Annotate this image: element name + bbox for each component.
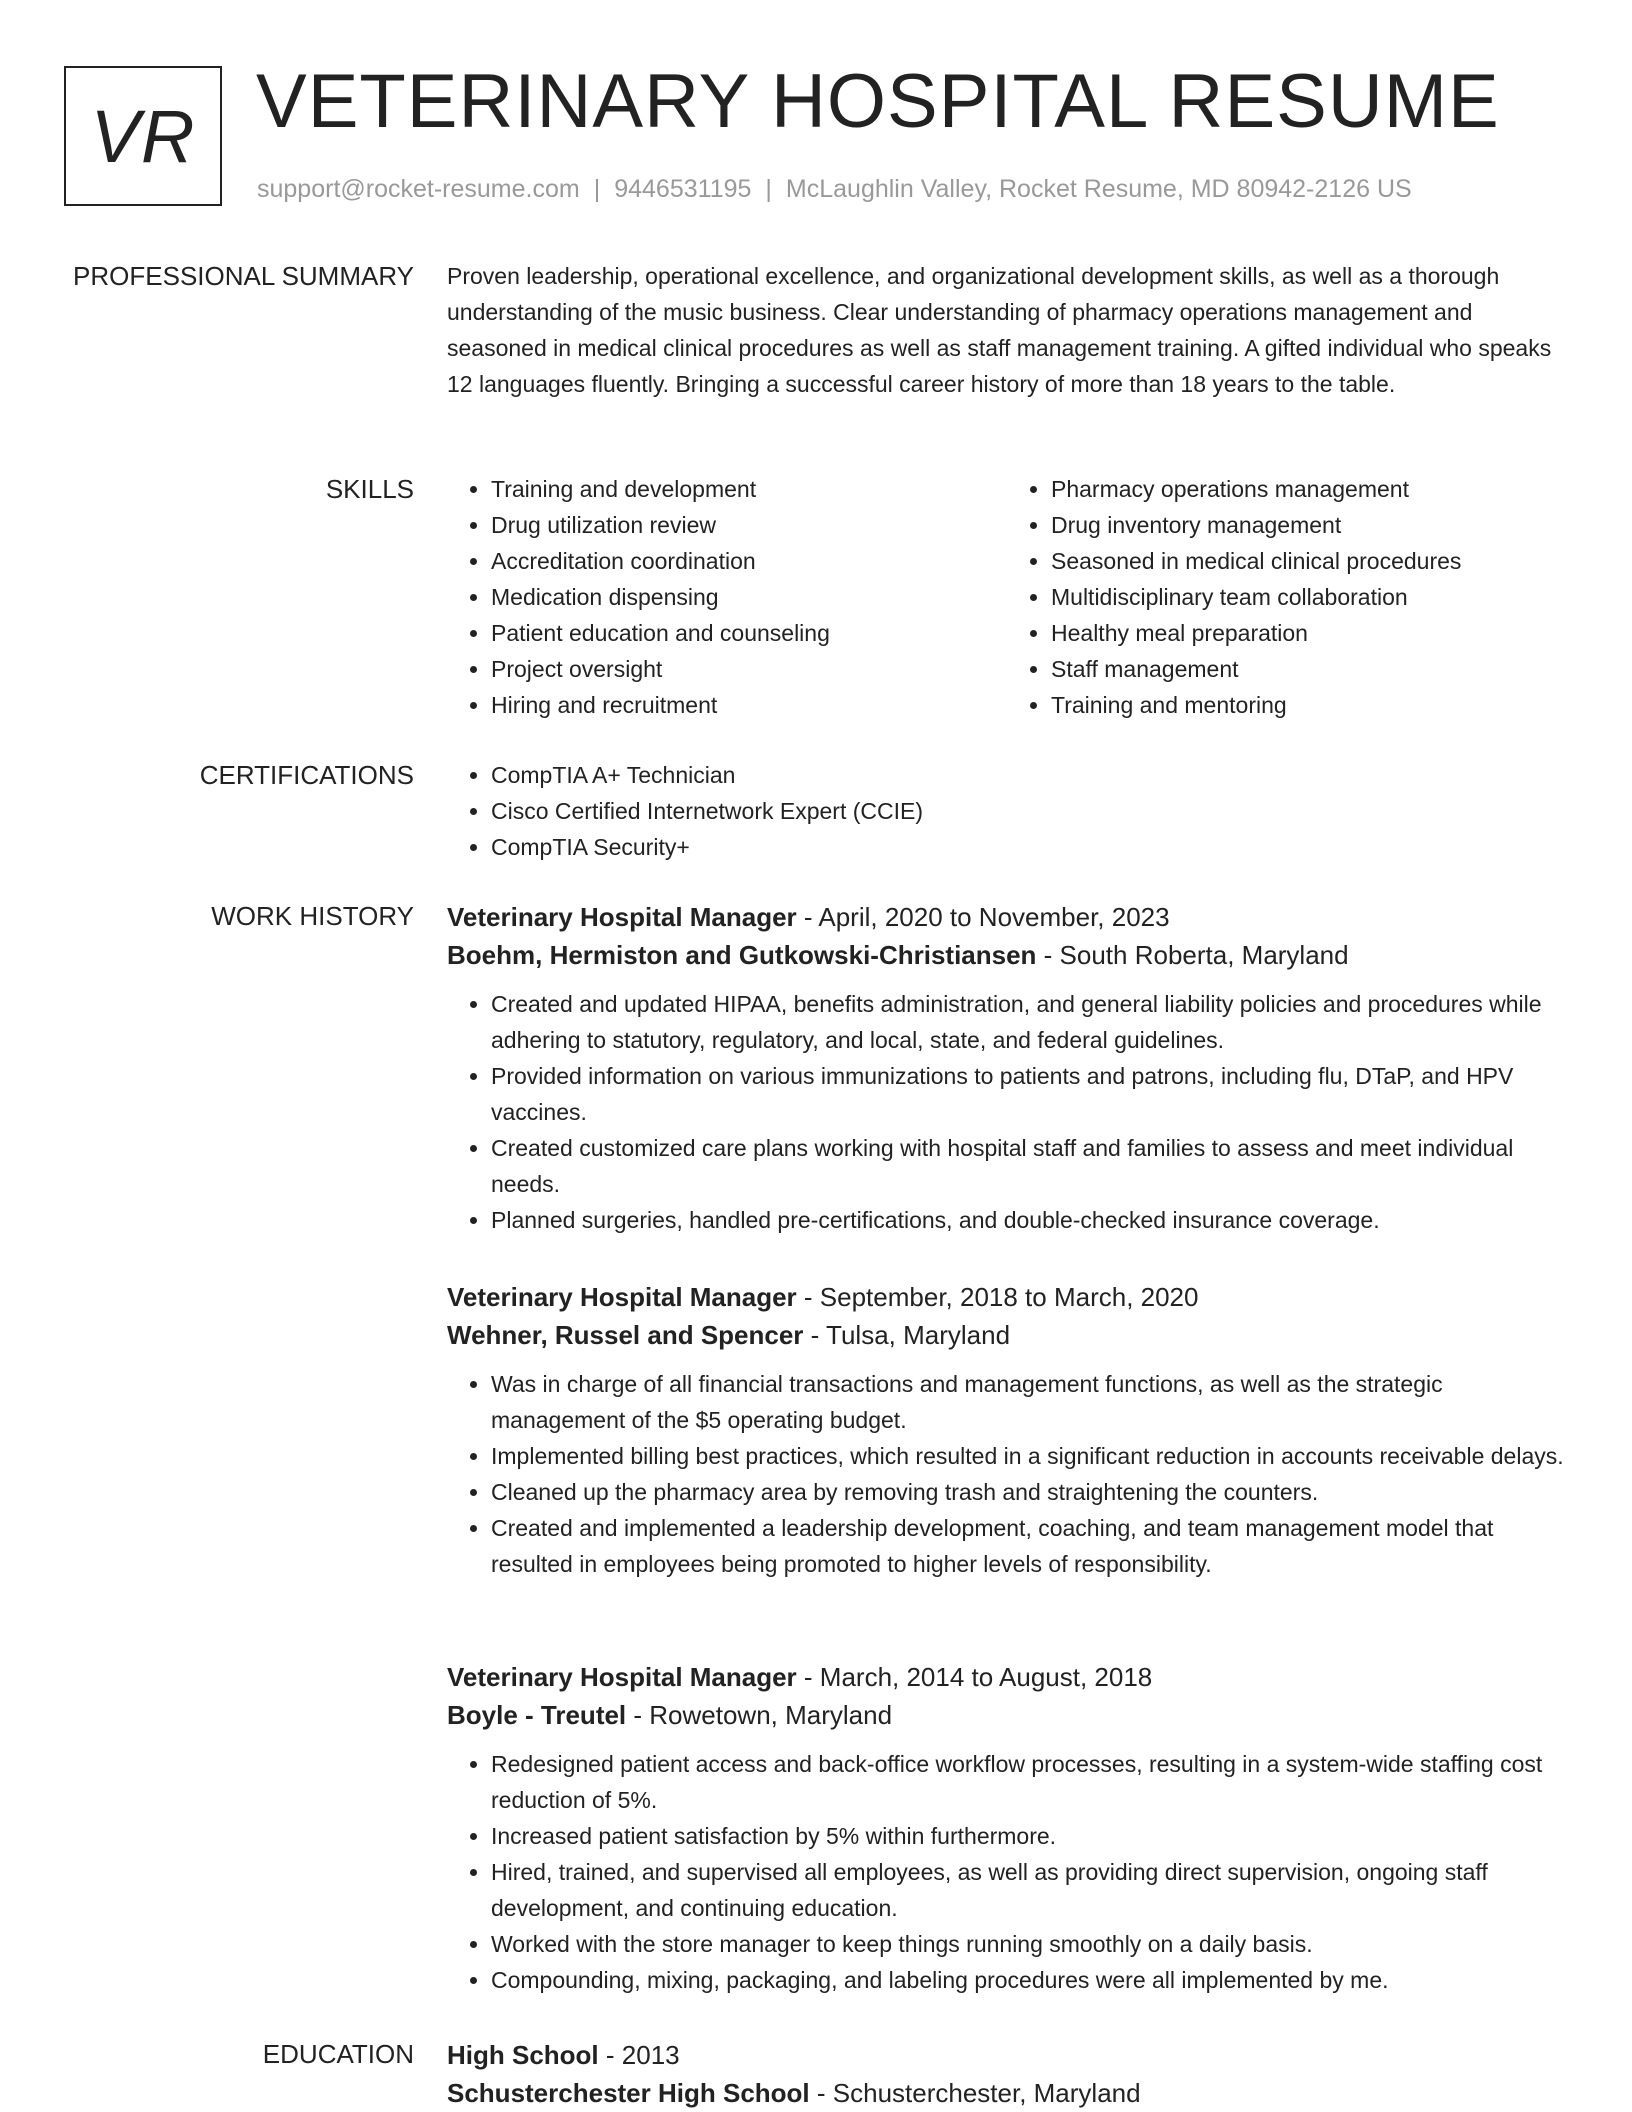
skills-list-left bbox=[447, 471, 1007, 723]
section-label-summary: PROFESSIONAL SUMMARY bbox=[73, 261, 414, 291]
job-bullet: • Created and implemented a leadership development, coaching, and team management model that resulted in employees being promoted to higher levels of responsibility. bbox=[491, 1510, 1567, 1582]
education-school-line bbox=[447, 2074, 1567, 2112]
job-company-line bbox=[447, 936, 1567, 974]
education-location: - Schusterchester, Maryland bbox=[809, 2078, 1141, 2108]
job-dates: - September, 2018 to March, 2020 bbox=[796, 1282, 1199, 1312]
job-bullets bbox=[447, 986, 1567, 1238]
job-bullet: • Was in charge of all financial transactions and management functions, as well as the strategic management of the $5 operating budget. bbox=[491, 1366, 1567, 1438]
skills-list-right bbox=[1007, 471, 1567, 723]
certification-item: • Cisco Certified Internetwork Expert (CCIE) bbox=[491, 793, 1567, 829]
education-degree: High School bbox=[447, 2040, 599, 2070]
job-company: Wehner, Russel and Spencer bbox=[447, 1320, 804, 1350]
job-bullets bbox=[447, 1366, 1567, 1582]
skill-item: • Project oversight bbox=[491, 651, 1007, 687]
job-location: - South Roberta, Maryland bbox=[1036, 940, 1349, 970]
monogram-text: VR bbox=[90, 94, 196, 178]
skill-item: • Accreditation coordination bbox=[491, 543, 1007, 579]
job-company-line bbox=[447, 1696, 1567, 1734]
monogram-logo bbox=[64, 66, 222, 206]
job-entry bbox=[447, 1658, 1567, 1998]
skill-item: • Medication dispensing bbox=[491, 579, 1007, 615]
job-bullet: • Increased patient satisfaction by 5% within furthermore. bbox=[491, 1818, 1567, 1854]
job-bullet: • Created and updated HIPAA, benefits administration, and general liability policies and procedures while adhering to statutory, regulatory, and local, state, and federal guidelines. bbox=[491, 986, 1567, 1058]
job-title-line bbox=[447, 1278, 1567, 1316]
certifications-list bbox=[447, 757, 1567, 865]
job-title: Veterinary Hospital Manager bbox=[447, 902, 797, 932]
skill-item: • Pharmacy operations management bbox=[1051, 471, 1567, 507]
section-label-skills: SKILLS bbox=[325, 474, 414, 504]
skill-item: • Multidisciplinary team collaboration bbox=[1051, 579, 1567, 615]
contact-separator: | bbox=[765, 175, 772, 203]
job-title-line bbox=[447, 898, 1567, 936]
contact-email[interactable]: support@rocket-resume.com bbox=[257, 175, 580, 203]
job-company-line bbox=[447, 1316, 1567, 1354]
certifications-body bbox=[447, 757, 1567, 865]
resume-title: VETERINARY HOSPITAL RESUME bbox=[256, 59, 1500, 144]
skill-item: • Patient education and counseling bbox=[491, 615, 1007, 651]
certification-item: • CompTIA A+ Technician bbox=[491, 757, 1567, 793]
skill-item: • Drug inventory management bbox=[1051, 507, 1567, 543]
job-company: Boehm, Hermiston and Gutkowski-Christiansen bbox=[447, 940, 1037, 970]
job-dates: - April, 2020 to November, 2023 bbox=[796, 902, 1170, 932]
section-label-certifications: CERTIFICATIONS bbox=[199, 760, 414, 790]
job-bullet: • Redesigned patient access and back-office workflow processes, resulting in a system-wide staffing cost reduction of 5%. bbox=[491, 1746, 1567, 1818]
skill-item: • Hiring and recruitment bbox=[491, 687, 1007, 723]
education-school: Schusterchester High School bbox=[447, 2078, 810, 2108]
skill-item: • Training and development bbox=[491, 471, 1007, 507]
education-degree-line bbox=[447, 2036, 1567, 2074]
job-bullet: • Provided information on various immunizations to patients and patrons, including flu, DTaP, and HPV vaccines. bbox=[491, 1058, 1567, 1130]
job-company: Boyle - Treutel bbox=[447, 1700, 627, 1730]
job-title: Veterinary Hospital Manager bbox=[447, 1282, 797, 1312]
job-bullet: • Created customized care plans working with hospital staff and families to assess and meet individual needs. bbox=[491, 1130, 1567, 1202]
job-bullet: • Planned surgeries, handled pre-certifications, and double-checked insurance coverage. bbox=[491, 1202, 1567, 1238]
job-entry bbox=[447, 898, 1567, 1238]
education-year: - 2013 bbox=[598, 2040, 680, 2070]
contact-phone[interactable]: 9446531195 bbox=[614, 175, 752, 203]
skills-grid bbox=[447, 471, 1567, 723]
job-bullet: • Implemented billing best practices, which resulted in a significant reduction in accounts receivable delays. bbox=[491, 1438, 1567, 1474]
job-entry bbox=[447, 1278, 1567, 1582]
job-dates: - March, 2014 to August, 2018 bbox=[796, 1662, 1153, 1692]
contact-address: McLaughlin Valley, Rocket Resume, MD 80942-2126 US bbox=[785, 175, 1412, 203]
contact-separator: | bbox=[593, 175, 601, 203]
job-bullet: • Compounding, mixing, packaging, and labeling procedures were all implemented by me. bbox=[491, 1962, 1567, 1998]
job-bullet: • Cleaned up the pharmacy area by removing trash and straightening the counters. bbox=[491, 1474, 1567, 1510]
job-location: - Rowetown, Maryland bbox=[626, 1700, 893, 1730]
summary-text: Proven leadership, operational excellence, and organizational development skills, as well as a thorough understanding of the music business. Clear understanding of pharmacy operations management and seasoned in medical clinical procedures as well as staff management training. A gifted individual who speaks 12 languages fluently. Bringing a successful career history of more than 18 years to the table. bbox=[447, 263, 1552, 397]
contact-line bbox=[257, 175, 1412, 204]
job-title: Veterinary Hospital Manager bbox=[447, 1662, 797, 1692]
job-bullets bbox=[447, 1746, 1567, 1998]
job-title-line bbox=[447, 1658, 1567, 1696]
skill-item: • Staff management bbox=[1051, 651, 1567, 687]
job-bullet: • Worked with the store manager to keep things running smoothly on a daily basis. bbox=[491, 1926, 1567, 1962]
education-body bbox=[447, 2036, 1567, 2112]
skill-item: • Healthy meal preparation bbox=[1051, 615, 1567, 651]
section-label-education: EDUCATION bbox=[262, 2039, 414, 2069]
skill-item: • Training and mentoring bbox=[1051, 687, 1567, 723]
certification-item: • CompTIA Security+ bbox=[491, 829, 1567, 865]
skill-item: • Seasoned in medical clinical procedures bbox=[1051, 543, 1567, 579]
job-location: - Tulsa, Maryland bbox=[803, 1320, 1011, 1350]
section-label-work-history: WORK HISTORY bbox=[211, 901, 414, 931]
skill-item: • Drug utilization review bbox=[491, 507, 1007, 543]
job-bullet: • Hired, trained, and supervised all employees, as well as providing direct supervision, ongoing staff development, and continuing education. bbox=[491, 1854, 1567, 1926]
